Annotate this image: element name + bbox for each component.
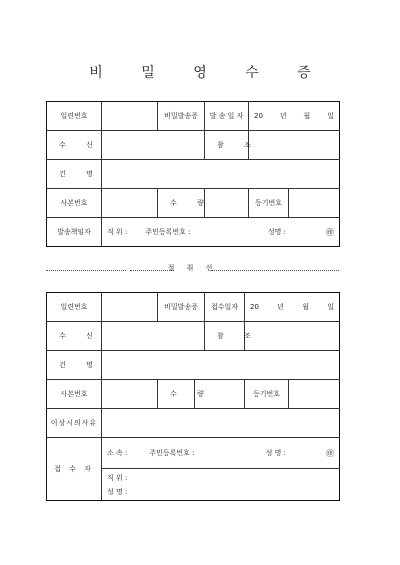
b-subject-field[interactable] [102,351,340,380]
b-secret-no-label: 비밀발송증 [158,293,205,322]
cut-line-label: 절 취 선 [167,264,218,272]
secret-no-label: 비밀발송증 [158,102,205,131]
send-date-label: 발 송 일 자 [205,102,249,131]
b-recipient-field[interactable] [102,322,205,351]
subject-field[interactable] [102,160,340,189]
reference-field[interactable] [249,131,340,160]
sender-field[interactable] [102,218,340,247]
receive-receipt-table [46,292,340,501]
b-subject-label: 건 명 [47,351,102,380]
cut-dots-right [211,270,339,271]
receive-date-label: 접수일자 [205,293,245,322]
b-reference-label: 참 조 [205,322,245,351]
sender-position: 직 위 : [107,228,128,236]
receiver-info-field[interactable] [102,438,340,469]
b-quantity-label: 수 량 [158,380,195,409]
receive-date-field[interactable] [245,293,340,322]
b-copy-no-field[interactable] [102,380,158,409]
b-receipt-no-field[interactable] [102,293,158,322]
receiver-seal-icon: ㊞ [326,448,334,458]
sender-resident-no: 주민등록번호 : [145,228,191,236]
b-recipient-label: 수 신 [47,322,102,351]
register-no-field[interactable] [289,189,340,218]
receipt-no-label: 일련번호 [47,102,102,131]
sender-signature: 성명 : [267,228,287,236]
page-title: 비 밀 영 수 증 [89,65,328,81]
b-register-no-field[interactable] [289,380,340,409]
recipient-label: 수 신 [47,131,102,160]
reference-label: 참 조 [205,131,249,160]
register-no-label: 등기번호 [249,189,289,218]
receiver-label: 접 수 자 [47,438,102,501]
abnormal-reason-label: 이상시의사유 [47,409,102,438]
send-date-field[interactable] [249,102,340,131]
receiver-name-sign: 성 명 : [265,449,286,457]
date-day: 일 [327,112,334,120]
copy-no-field[interactable] [102,189,158,218]
b-receipt-no-label: 일련번호 [47,293,102,322]
receiver-resident-no: 주민등록번호 : [149,449,195,457]
cut-line [46,263,339,275]
b-date-day: 일 [327,303,334,311]
receiver-position: 직 위 : [107,473,128,482]
receipt-no-field[interactable] [102,102,158,131]
subject-label: 건 명 [47,160,102,189]
date-year-unit: 년 [279,112,287,120]
abnormal-reason-field[interactable] [102,409,340,438]
date-year: 20 [254,112,263,120]
receiver-affiliation: 소 속 : [107,449,128,457]
seal-icon: ㊞ [326,227,335,237]
date-month: 월 [303,112,311,120]
receiver-name: 성 명 : [107,487,128,496]
b-register-no-label: 등기번호 [245,380,289,409]
b-copy-no-label: 사본번호 [47,380,102,409]
b-date-year-unit: 년 [277,303,284,311]
b-date-year: 20 [250,303,259,311]
quantity-label: 수 량 [158,189,205,218]
recipient-field[interactable] [102,131,205,160]
send-receipt-table [46,101,340,247]
sender-label: 발송책임자 [47,218,102,247]
b-date-month: 월 [302,303,309,311]
copy-no-label: 사본번호 [47,189,102,218]
receiver-detail-field[interactable] [102,469,340,501]
